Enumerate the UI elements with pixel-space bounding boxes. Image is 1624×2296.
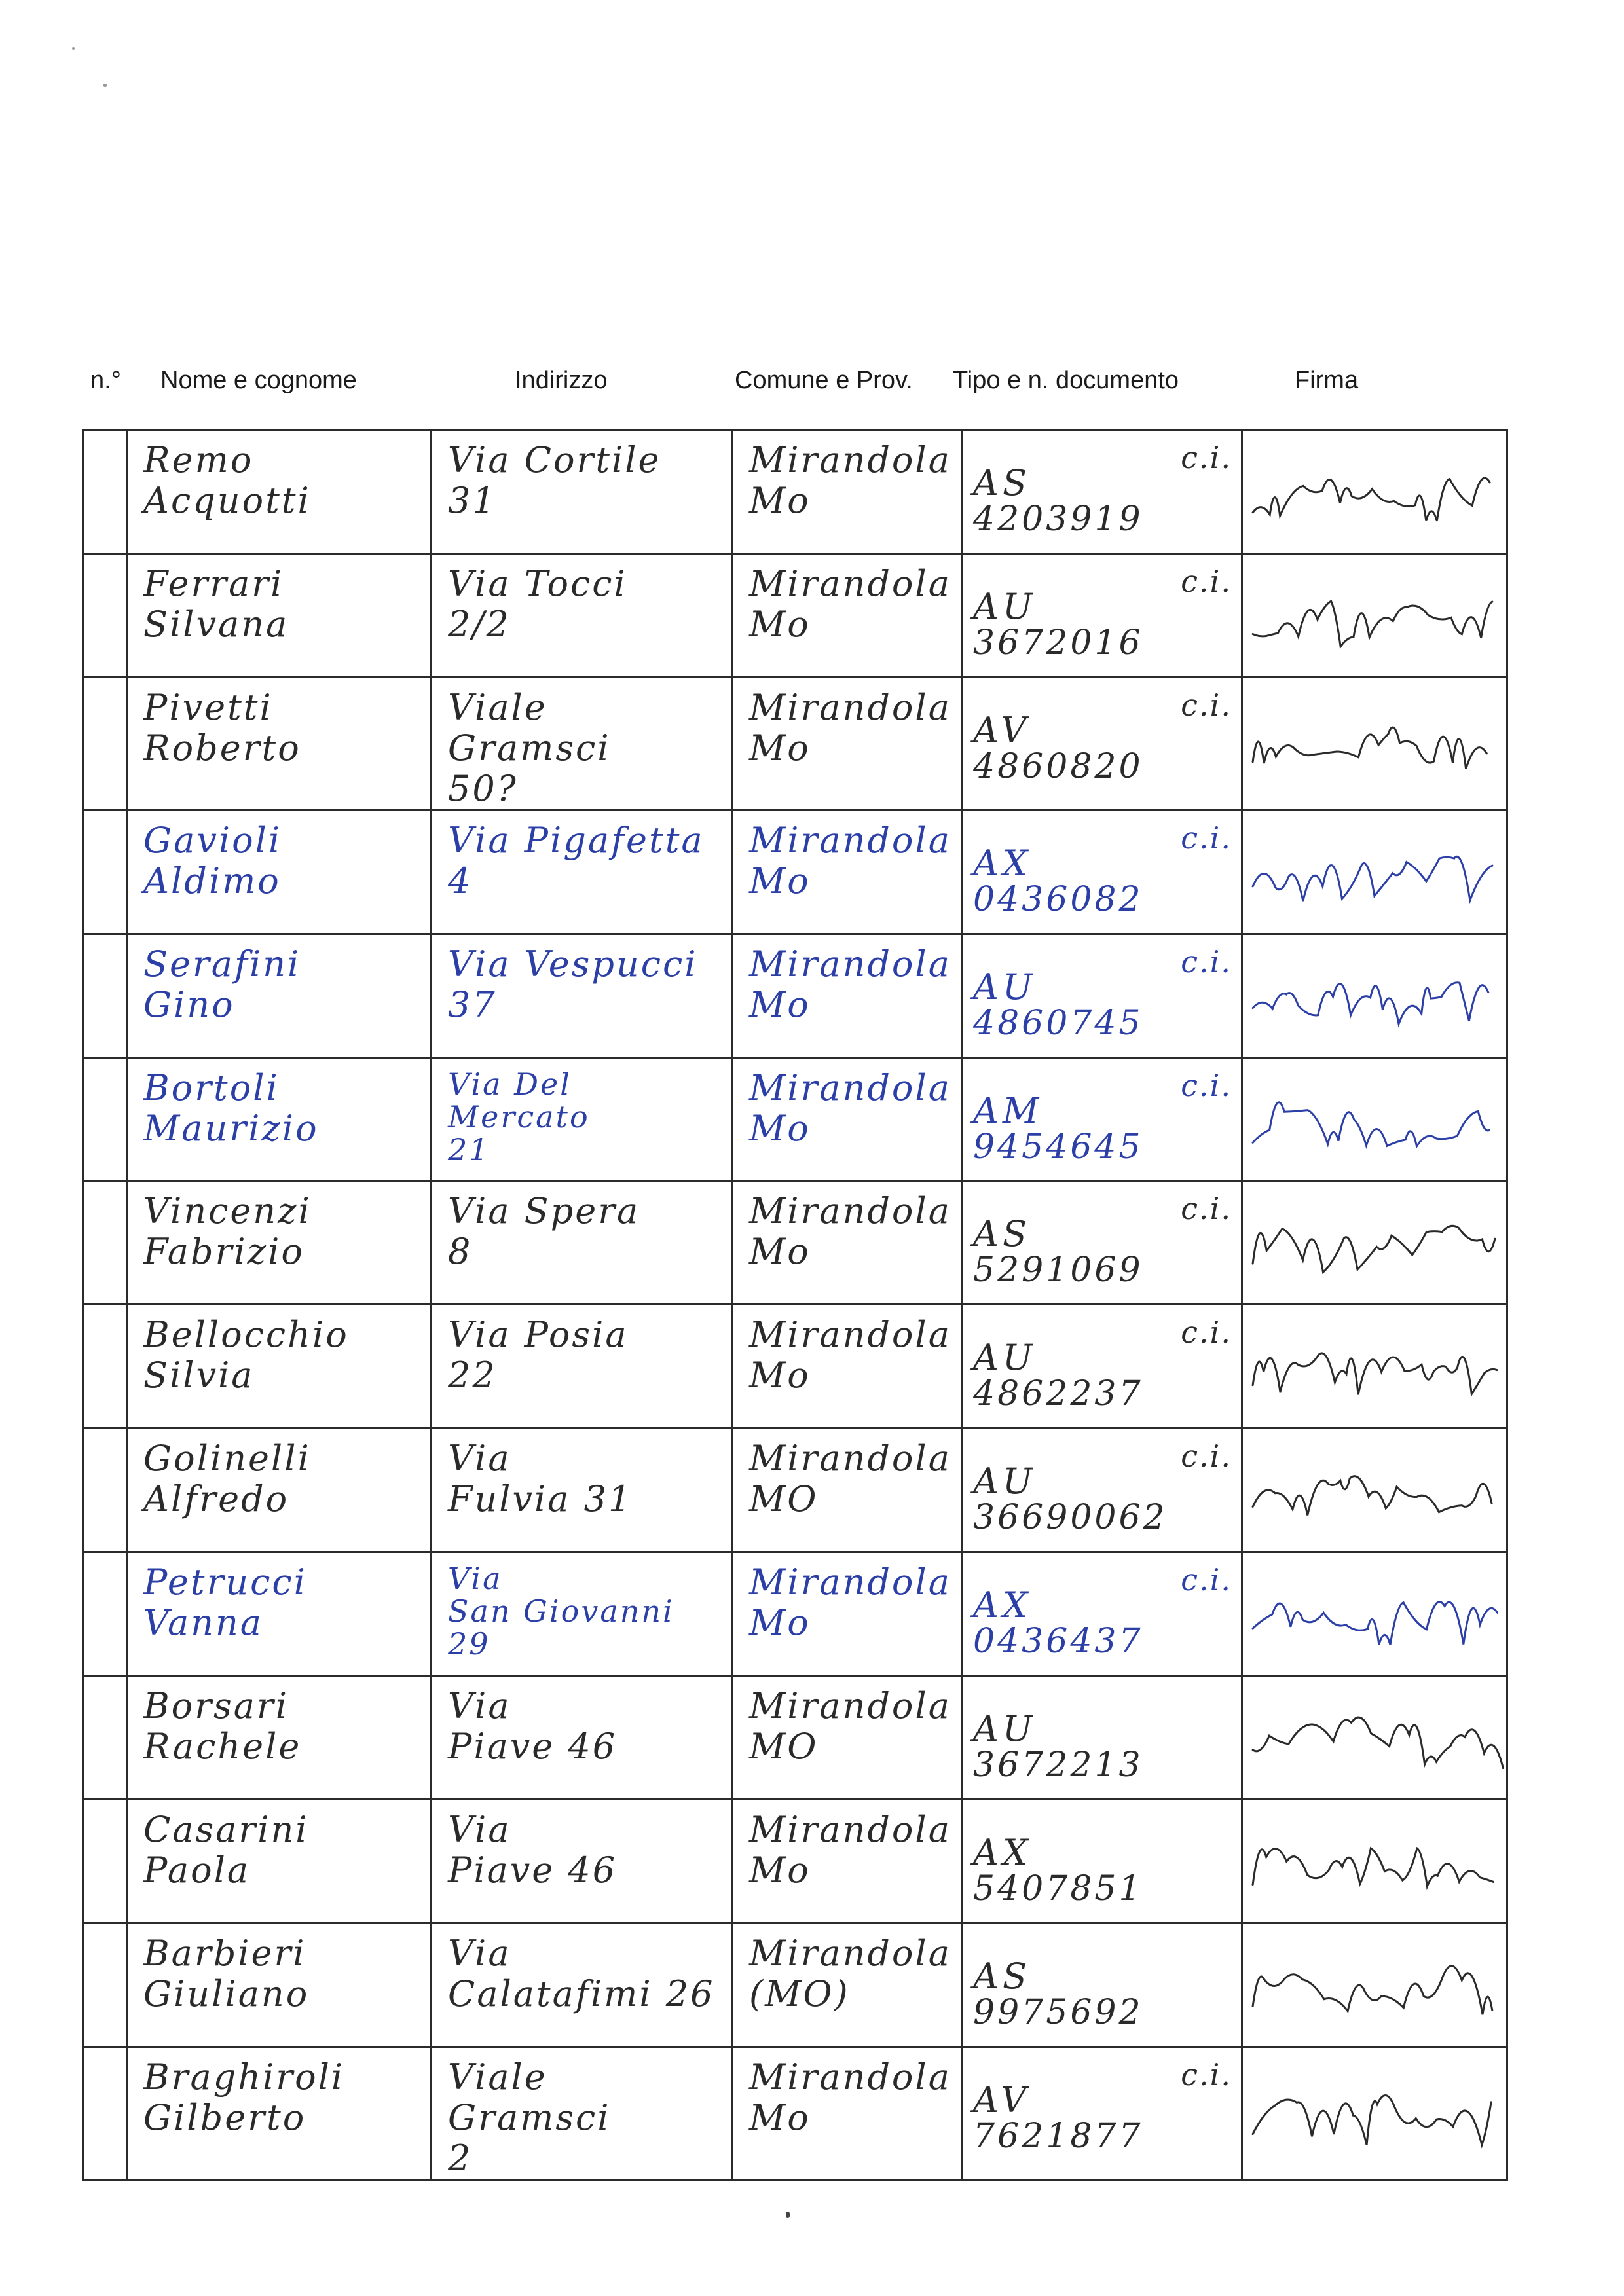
address-text: Via Vespucci 37: [448, 943, 698, 1025]
document-number: 4862237: [973, 1374, 1143, 1414]
address-cell: [432, 810, 733, 934]
document-type: AM: [973, 1089, 1043, 1131]
document-type: AV: [973, 2079, 1031, 2121]
document-number: 5407851: [973, 1868, 1143, 1908]
document-type: AV: [973, 709, 1031, 751]
address-text: Via Fulvia 31: [448, 1438, 633, 1520]
document-text: [963, 1059, 1241, 1167]
name-text: Serafini Gino: [143, 943, 301, 1025]
document-number: 36690062: [973, 1498, 1168, 1538]
document-type-row: [973, 560, 1232, 627]
document-label: c.i.: [1181, 1191, 1232, 1227]
row-number-cell: [83, 1552, 127, 1676]
comune-cell: [733, 1429, 962, 1552]
comune-text: Mirandola Mo: [749, 1561, 951, 1644]
signature-cell: [1242, 430, 1507, 554]
handwritten-signature: [1243, 1677, 1506, 1795]
document-label: c.i.: [1181, 1438, 1232, 1474]
handwritten-signature: [1243, 1429, 1506, 1548]
name-cell: [127, 677, 432, 810]
handwritten-signature: [1243, 1305, 1506, 1424]
document-type: AS: [973, 462, 1031, 503]
document-text: [963, 678, 1241, 786]
comune-text: Mirandola MO: [749, 1685, 951, 1768]
document-text: [963, 1677, 1241, 1785]
signature-cell: [1242, 1923, 1507, 2047]
document-text: [963, 2048, 1241, 2156]
document-label: c.i.: [1181, 563, 1232, 599]
row-number-cell: [83, 1923, 127, 2047]
name-cell: [127, 1057, 432, 1181]
document-number: 5291069: [973, 1250, 1143, 1290]
address-cell: [432, 553, 733, 677]
document-type-row: [973, 1806, 1232, 1873]
address-text: Viale Gramsci 2: [448, 2056, 611, 2179]
document-type-row: [973, 1929, 1232, 1997]
comune-cell: [733, 1057, 962, 1181]
address-cell: [432, 1305, 733, 1429]
document-type: AU: [973, 585, 1037, 627]
document-cell: [962, 1181, 1242, 1305]
row-number-cell: [83, 553, 127, 677]
address-cell: [432, 1799, 733, 1923]
document-cell: [962, 1799, 1242, 1923]
name-text: Pivetti Roberto: [143, 686, 301, 769]
row-number-cell: [83, 1057, 127, 1181]
signature-table-body: [83, 430, 1507, 2180]
document-cell: [962, 1552, 1242, 1676]
document-number: 4203919: [973, 500, 1143, 539]
handwritten-signature: [1243, 1059, 1506, 1177]
name-text: Golinelli Alfredo: [143, 1438, 311, 1520]
document-label: c.i.: [1181, 820, 1232, 856]
comune-text: Mirandola MO: [749, 1438, 951, 1520]
table-row: [83, 553, 1507, 677]
address-cell: [432, 934, 733, 1057]
row-number-cell: [83, 1799, 127, 1923]
row-number-cell: [83, 1181, 127, 1305]
document-label: c.i.: [1181, 943, 1232, 979]
document-type-row: [973, 683, 1232, 751]
document-cell: [962, 430, 1242, 554]
signature-cell: [1242, 2047, 1507, 2179]
address-cell: [432, 677, 733, 810]
address-cell: [432, 1552, 733, 1676]
document-cell: [962, 934, 1242, 1057]
scan-speck: [103, 84, 107, 87]
document-type-row: [973, 1434, 1232, 1502]
comune-text: Mirandola Mo: [749, 1190, 951, 1273]
signature-stroke: [1253, 1966, 1492, 2014]
signature-stroke: [1253, 1848, 1494, 1886]
signature-cell: [1242, 1429, 1507, 1552]
signature-cell: [1242, 1305, 1507, 1429]
name-cell: [127, 1799, 432, 1923]
address-text: Via Del Mercato 21: [448, 1066, 590, 1167]
name-text: Gavioli Aldimo: [143, 819, 282, 902]
signature-cell: [1242, 1552, 1507, 1676]
signature-stroke: [1253, 1102, 1489, 1146]
signature-cell: [1242, 934, 1507, 1057]
comune-cell: [733, 1552, 962, 1676]
table-row: [83, 934, 1507, 1057]
document-cell: [962, 1676, 1242, 1800]
address-text: Via San Giovanni 29: [448, 1561, 674, 1662]
document-cell: [962, 1305, 1242, 1429]
name-cell: [127, 2047, 432, 2179]
signature-stroke: [1253, 2095, 1491, 2145]
document-type: AX: [973, 1831, 1032, 1873]
row-number-cell: [83, 1305, 127, 1429]
address-text: Via Cortile 31: [448, 439, 661, 521]
name-cell: [127, 553, 432, 677]
document-type: AS: [973, 1213, 1031, 1255]
header-number: n.°: [90, 367, 121, 394]
name-text: Casarini Paola: [143, 1808, 309, 1891]
document-number: 4860820: [973, 746, 1143, 786]
table-row: [83, 1676, 1507, 1800]
header-address: Indirizzo: [515, 367, 608, 394]
name-text: Bortoli Maurizio: [143, 1066, 319, 1149]
name-text: Barbieri Giuliano: [143, 1932, 310, 2014]
address-text: Viale Gramsci 50?: [448, 686, 611, 809]
document-number: 0436437: [973, 1622, 1143, 1662]
address-cell: [432, 1923, 733, 2047]
name-text: Vincenzi Fabrizio: [143, 1190, 312, 1273]
comune-text: Mirandola Mo: [749, 1066, 951, 1149]
row-number-cell: [83, 430, 127, 554]
table-row: [83, 1552, 1507, 1676]
name-text: Bellocchio Silvia: [143, 1314, 349, 1396]
document-label: c.i.: [1181, 1562, 1232, 1598]
signature-cell: [1242, 1799, 1507, 1923]
address-text: Via Calatafimi 26: [448, 1932, 715, 2014]
document-cell: [962, 677, 1242, 810]
document-cell: [962, 810, 1242, 934]
document-label: c.i.: [1181, 687, 1232, 723]
handwritten-signature: [1243, 935, 1506, 1053]
document-number: 0436082: [973, 879, 1143, 919]
handwritten-signature: [1243, 811, 1506, 930]
document-type-row: [973, 816, 1232, 884]
document-type: AU: [973, 1461, 1037, 1503]
document-text: [963, 811, 1241, 919]
header-signature: Firma: [1295, 367, 1359, 394]
signature-stroke: [1253, 1476, 1492, 1516]
document-type-row: [973, 2053, 1232, 2121]
handwritten-signature: [1243, 2048, 1506, 2179]
signature-stroke: [1253, 1353, 1497, 1394]
table-row: [83, 2047, 1507, 2179]
row-number-cell: [83, 1429, 127, 1552]
table-row: [83, 1923, 1507, 2047]
document-number: 3672213: [973, 1745, 1143, 1785]
document-text: [963, 1182, 1241, 1290]
document-number: 3672016: [973, 623, 1143, 663]
document-cell: [962, 2047, 1242, 2179]
signature-stroke: [1253, 982, 1488, 1023]
document-number: 4860745: [973, 1003, 1143, 1043]
name-text: Braghiroli Gilberto: [143, 2056, 345, 2138]
address-text: Via Pigafetta 4: [448, 819, 705, 902]
document-cell: [962, 553, 1242, 677]
document-number: 9975692: [973, 1992, 1143, 2032]
comune-text: Mirandola Mo: [749, 1314, 951, 1396]
handwritten-signature: [1243, 1553, 1506, 1671]
document-label: c.i.: [1181, 1315, 1232, 1351]
name-text: Petrucci Vanna: [143, 1561, 307, 1644]
signature-table: [82, 429, 1508, 2181]
comune-cell: [733, 1305, 962, 1429]
comune-cell: [733, 934, 962, 1057]
comune-cell: [733, 2047, 962, 2179]
address-cell: [432, 2047, 733, 2179]
row-number-cell: [83, 1676, 127, 1800]
signature-stroke: [1253, 478, 1490, 521]
signature-stroke: [1253, 1602, 1498, 1645]
handwritten-signature: [1243, 1924, 1506, 2043]
address-cell: [432, 1429, 733, 1552]
document-label: c.i.: [1181, 1067, 1232, 1103]
document-text: [963, 431, 1241, 539]
document-type-row: [973, 1558, 1232, 1626]
row-number-cell: [83, 934, 127, 1057]
table-row: [83, 677, 1507, 810]
document-type-row: [973, 436, 1232, 503]
address-cell: [432, 1181, 733, 1305]
signature-stroke: [1253, 601, 1492, 646]
table-row: [83, 430, 1507, 554]
document-text: [963, 1553, 1241, 1661]
comune-text: Mirandola Mo: [749, 686, 951, 769]
name-cell: [127, 934, 432, 1057]
header-name: Nome e cognome: [160, 367, 357, 394]
name-cell: [127, 1305, 432, 1429]
comune-text: Mirandola Mo: [749, 439, 951, 521]
document-label: c.i.: [1181, 2056, 1232, 2092]
comune-text: Mirandola Mo: [749, 819, 951, 902]
signature-cell: [1242, 1181, 1507, 1305]
name-text: Borsari Rachele: [143, 1685, 302, 1768]
signature-cell: [1242, 1057, 1507, 1181]
comune-cell: [733, 1799, 962, 1923]
document-text: [963, 1429, 1241, 1537]
signature-cell: [1242, 553, 1507, 677]
name-cell: [127, 1923, 432, 2047]
address-cell: [432, 1057, 733, 1181]
header-comune: Comune e Prov.: [735, 367, 913, 394]
table-row: [83, 1181, 1507, 1305]
document-text: [963, 1800, 1241, 1908]
signature-stroke: [1253, 856, 1492, 901]
document-type: AU: [973, 1337, 1037, 1379]
table-row: [83, 1057, 1507, 1181]
table-row: [83, 1799, 1507, 1923]
document-type-row: [973, 1311, 1232, 1378]
document-number: 7621877: [973, 2116, 1143, 2156]
name-text: Ferrari Silvana: [143, 562, 289, 645]
document-type: AX: [973, 1584, 1032, 1626]
column-headers: [0, 367, 1624, 406]
page-mark: [786, 2212, 790, 2218]
signature-stroke: [1253, 1717, 1503, 1768]
signature-stroke: [1253, 727, 1486, 769]
document-type-row: [973, 1187, 1232, 1254]
document-type: AS: [973, 1955, 1031, 1997]
document-type-row: [973, 1682, 1232, 1749]
name-cell: [127, 1676, 432, 1800]
document-type: AX: [973, 842, 1032, 884]
handwritten-signature: [1243, 431, 1506, 549]
comune-cell: [733, 1676, 962, 1800]
name-cell: [127, 810, 432, 934]
document-cell: [962, 1923, 1242, 2047]
scan-speck: [72, 47, 75, 50]
row-number-cell: [83, 2047, 127, 2179]
comune-cell: [733, 677, 962, 810]
document-type: AU: [973, 1708, 1037, 1750]
comune-cell: [733, 553, 962, 677]
comune-text: Mirandola Mo: [749, 943, 951, 1025]
comune-text: Mirandola Mo: [749, 2056, 951, 2138]
document-cell: [962, 1429, 1242, 1552]
document-label: c.i.: [1181, 440, 1232, 475]
document-text: [963, 1305, 1241, 1413]
comune-cell: [733, 1181, 962, 1305]
document-number: 9454645: [973, 1127, 1143, 1167]
row-number-cell: [83, 677, 127, 810]
table-row: [83, 1429, 1507, 1552]
address-cell: [432, 1676, 733, 1800]
name-cell: [127, 430, 432, 554]
comune-text: Mirandola Mo: [749, 562, 951, 645]
table-row: [83, 1305, 1507, 1429]
signature-stroke: [1253, 1226, 1495, 1273]
signature-cell: [1242, 810, 1507, 934]
handwritten-signature: [1243, 678, 1506, 809]
handwritten-signature: [1243, 1800, 1506, 1919]
comune-cell: [733, 810, 962, 934]
document-type: AU: [973, 966, 1037, 1008]
address-text: Via Posia 22: [448, 1314, 629, 1396]
name-cell: [127, 1429, 432, 1552]
address-text: Via Piave 46: [448, 1808, 618, 1891]
address-text: Via Tocci 2/2: [448, 562, 627, 645]
handwritten-signature: [1243, 555, 1506, 673]
table-row: [83, 810, 1507, 934]
comune-cell: [733, 430, 962, 554]
document-text: [963, 1924, 1241, 2032]
comune-cell: [733, 1923, 962, 2047]
name-text: Remo Acquotti: [143, 439, 311, 521]
address-text: Via Piave 46: [448, 1685, 618, 1768]
address-text: Via Spera 8: [448, 1190, 640, 1273]
name-cell: [127, 1552, 432, 1676]
document-text: [963, 935, 1241, 1043]
row-number-cell: [83, 810, 127, 934]
document-type-row: [973, 1064, 1232, 1131]
handwritten-signature: [1243, 1182, 1506, 1300]
signature-cell: [1242, 1676, 1507, 1800]
signature-cell: [1242, 677, 1507, 810]
address-cell: [432, 430, 733, 554]
name-cell: [127, 1181, 432, 1305]
comune-text: Mirandola Mo: [749, 1808, 951, 1891]
document-text: [963, 555, 1241, 663]
comune-text: Mirandola (MO): [749, 1932, 951, 2014]
document-type-row: [973, 940, 1232, 1008]
document-cell: [962, 1057, 1242, 1181]
header-document: Tipo e n. documento: [953, 367, 1179, 394]
